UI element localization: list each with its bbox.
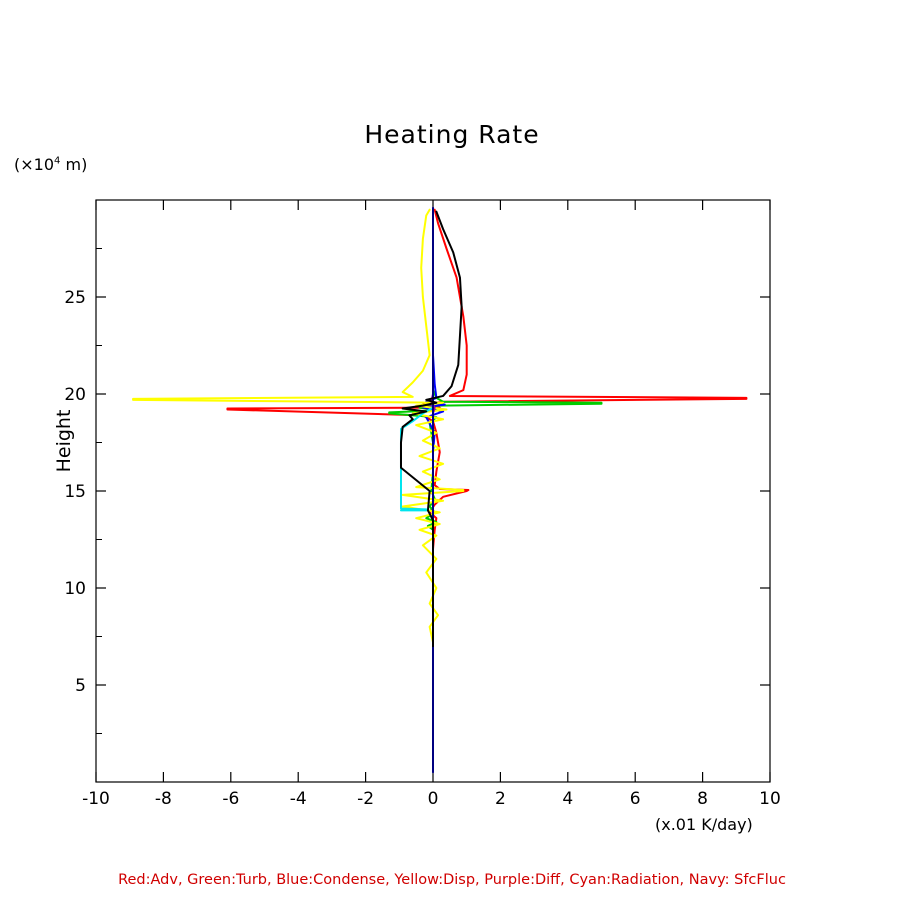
series-line-adv: [227, 210, 746, 647]
y-axis-label: Height: [53, 409, 75, 473]
legend: Red:Adv, Green:Turb, Blue:Condense, Yellow:Disp, Purple:Diff, Cyan:Radiation, Navy: SfcFluc: [118, 872, 786, 888]
x-tick-label: 10: [759, 789, 781, 809]
y-tick-label: 15: [64, 482, 86, 502]
x-tick-label: 4: [562, 789, 574, 809]
series-line-disp: [133, 210, 463, 643]
x-tick-label: 0: [427, 789, 439, 809]
data-series-layer: [133, 208, 746, 773]
y-tick-label: 20: [64, 385, 86, 405]
chart-title: Heating Rate: [364, 120, 540, 149]
y-tick-label: 10: [64, 579, 86, 599]
x-tick-labels: [82, 789, 781, 809]
y-tick-label: 25: [64, 288, 86, 308]
x-tick-label: -2: [357, 789, 375, 809]
x-tick-label: -4: [289, 789, 307, 809]
x-axis-label: (x.01 K/day): [655, 815, 753, 834]
x-tick-label: -8: [154, 789, 172, 809]
x-tick-label: 8: [697, 789, 709, 809]
x-tick-label: 2: [494, 789, 506, 809]
y-tick-label: 5: [75, 676, 86, 696]
y-axis-unit-label: ($\times 10^4$ m): [14, 155, 88, 174]
y-axis-unit-exponent: 4: [54, 155, 61, 167]
y-tick-labels: [64, 288, 86, 696]
x-tick-label: -10: [82, 789, 110, 809]
x-tick-label: 6: [629, 789, 641, 809]
x-tick-label: -6: [222, 789, 240, 809]
